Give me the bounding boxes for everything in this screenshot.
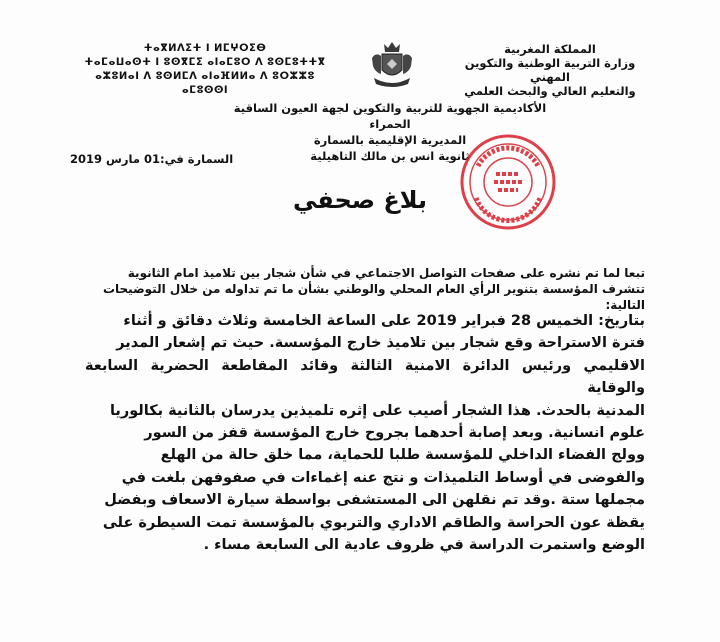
body-line: الوضع واستمرت الدراسة في ظروف عادية الى السابعة مساء . (203, 537, 645, 554)
tifinagh-line: ⵜⴰⵎⴰⵡⴰⵙⵜ ⵏ ⵓⵙⴳⵎⵉ ⴰⵏⴰⵎⵓⵔ ⴷ ⵓⵙⵎⵓⵜⵜⴳ (84, 57, 326, 68)
tifinagh-line: ⵜⴰⴳⵍⴷⵉⵜ ⵏ ⵍⵎⵖⵔⵉⴱ (143, 43, 267, 54)
kingdom-line: المملكة المغربية (504, 42, 596, 56)
academy-line: الأكاديمية الجهوية للتربية والتكوين لجهة العيون الساقية الحمراء (233, 101, 547, 131)
school-line: ثانوية انس بن مالك التاهيلية (310, 149, 470, 163)
body-line: وولج الفضاء الداخلي للمؤسسة طلبا للحماية، مما خلق حالة من الهلع (160, 447, 645, 464)
intro-line: تبعا لما تم نشره على صفحات التواصل الاجتماعي في شأن شجار بين تلاميذ امام الثانوية (127, 266, 645, 280)
body-line: الاقليمي ورئيس الدائرة الامنية الثالثة وقائد المقاطعة الحضرية السابعة والوقاية (85, 357, 645, 397)
body-line: المدنية بالحدث. هذا الشجار أصيب على إثره تلميذين يدرسان بالثانية بكالوريا (109, 402, 645, 419)
official-stamp-icon (458, 132, 558, 232)
tifinagh-header (80, 42, 330, 98)
directorate-line: المديرية الإقليمية بالسمارة (313, 133, 467, 147)
body-line: والفوضى في أوساط التلميذات و نتج عنه إغماءات في صفوفهن بلغت في (121, 469, 645, 486)
ministry-line: والتعليم العالي والبحث العلمي (464, 84, 636, 98)
body-line: بتاريخ: الخميس 28 فبراير 2019 على الساعة الخامسة وثلاث دقائق و أثناء (123, 313, 645, 329)
ministry-line: وزارة التربية الوطنية والتكوين المهني (464, 56, 636, 84)
document-title: بلاغ صحفي (292, 186, 428, 214)
body-line: مجملها ستة .وقد تم نقلهن الى المستشفى بواسطة سيارة الاسعاف وبفضل (104, 492, 645, 509)
intro-line: تتشرف المؤسسة بتنوير الرأي العام المحلي والوطني بشأن ما تم تداوله من خلال التوضيحات التالية: (102, 282, 645, 312)
body-line: علوم انسانية. وبعد إصابة أحدهما بجروح خارج المؤسسة قفز من السور (144, 425, 645, 442)
intro-paragraph (85, 265, 645, 313)
date-line: السمارة في:01 مارس 2019 (70, 152, 234, 166)
tifinagh-line: ⴰⵣⵓⵍⴰⵏ ⴷ ⵓⵙⵍⵎⴷ ⴰⵏⴰⴼⵍⵍⴰ ⴷ ⵓⵔⵣⵣⵓ ⴰⵎⵓⵙⵙⵏ (95, 71, 315, 96)
body-line: يقظة عون الحراسة والطاقم الاداري والتربوي بالمؤسسة تمت السيطرة على (102, 514, 645, 531)
body-paragraph (85, 310, 645, 556)
kingdom-header (450, 42, 650, 98)
royal-coat-of-arms-icon (368, 40, 416, 90)
body-line: فترة الاستراحة وقع شجار بين تلاميذ خارج المؤسسة. حيث تم إشعار المدير (116, 335, 645, 352)
